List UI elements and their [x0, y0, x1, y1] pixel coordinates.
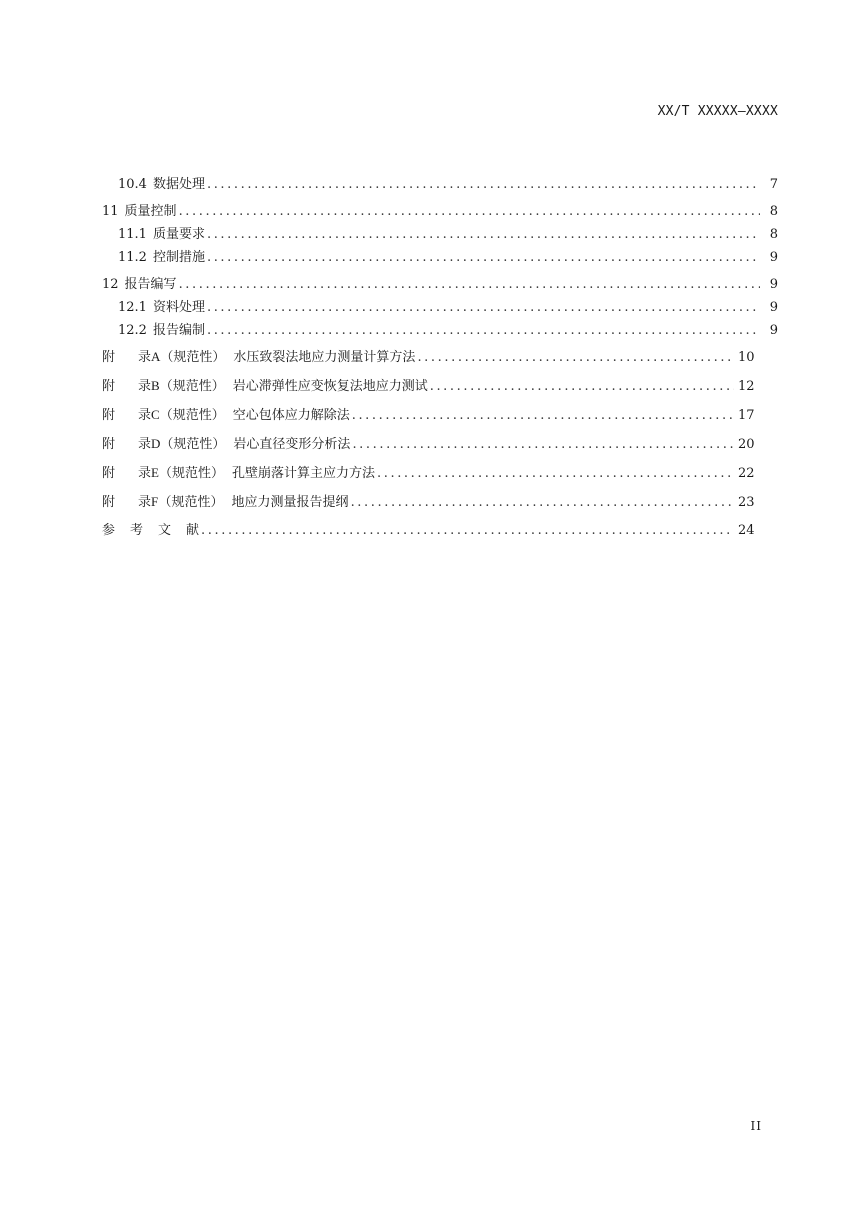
references-page: 24 [738, 523, 755, 538]
toc-entry-11-2[interactable] [102, 247, 778, 270]
dot-leader [179, 274, 760, 296]
appendix-title: 孔壁崩落计算主应力方法 [231, 466, 375, 481]
appendix-page: 17 [738, 408, 755, 423]
toc-appendix-b[interactable] [102, 372, 778, 401]
dot-leader [207, 297, 760, 319]
toc-entry-12[interactable] [102, 274, 778, 297]
toc-entry-number: 11.1 [118, 227, 147, 242]
toc-entry-11-1[interactable] [102, 224, 778, 247]
toc-entry-12-2[interactable] [102, 320, 778, 343]
appendix-title: 水压致裂法地应力测量计算方法 [233, 350, 416, 365]
appendix-label: 附 录 [102, 408, 152, 423]
references-label: 参 考 文 献 [102, 523, 200, 538]
appendix-kind: （规范性） [158, 495, 224, 510]
toc-entry-number: 11.2 [118, 250, 147, 265]
appendix-kind: （规范性） [160, 437, 226, 452]
toc-entry-title: 报告编写 [124, 277, 177, 292]
toc-entry-number: 11 [102, 204, 119, 219]
appendix-kind: （规范性） [159, 408, 225, 423]
page-number: II [750, 1119, 762, 1133]
dot-leader [207, 247, 760, 269]
toc-entry-number: 12.2 [118, 323, 147, 338]
toc-entry-page: 9 [769, 250, 778, 265]
appendix-kind: （规范性） [159, 379, 225, 394]
appendix-letter: B [151, 378, 160, 393]
appendix-letter: E [151, 465, 159, 480]
appendix-label: 附 录 [102, 466, 152, 481]
toc-entry-number: 12 [102, 277, 119, 292]
appendix-letter: D [151, 436, 161, 451]
toc-appendix-d[interactable] [102, 430, 778, 459]
appendix-title: 岩心滞弹性应变恢复法地应力测试 [232, 379, 428, 394]
toc-references[interactable] [102, 517, 778, 546]
toc-entry-title: 资料处理 [152, 300, 205, 315]
appendix-page: 12 [738, 379, 755, 394]
appendix-page: 20 [738, 437, 755, 452]
dot-leader [417, 344, 734, 372]
appendix-label: 附 录 [102, 495, 152, 510]
table-of-contents [102, 174, 778, 546]
appendix-letter: A [151, 349, 161, 364]
dot-leader [377, 460, 734, 488]
dot-leader [352, 402, 734, 430]
appendix-letter: F [151, 494, 159, 509]
toc-entry-12-1[interactable] [102, 297, 778, 320]
toc-appendix-e[interactable] [102, 459, 778, 488]
standard-code: XX/T XXXXX—XXXX [657, 104, 778, 119]
toc-appendix-a[interactable] [102, 343, 778, 372]
appendix-page: 23 [738, 495, 755, 510]
dot-leader [201, 517, 734, 545]
toc-entry-page: 7 [769, 177, 778, 192]
dot-leader [207, 174, 760, 196]
dot-leader [207, 224, 760, 246]
toc-entry-title: 控制措施 [152, 250, 205, 265]
toc-entry-11[interactable] [102, 201, 778, 224]
toc-entry-number: 12.1 [118, 300, 147, 315]
appendix-label: 附 录 [102, 350, 152, 365]
appendix-page: 10 [738, 350, 755, 365]
dot-leader [351, 489, 734, 517]
toc-entry-number: 10.4 [118, 177, 147, 192]
toc-entry-page: 9 [769, 300, 778, 315]
toc-appendix-f[interactable] [102, 488, 778, 517]
appendix-kind: （规范性） [160, 350, 226, 365]
appendix-page: 22 [738, 466, 755, 481]
toc-entry-page: 9 [769, 277, 778, 292]
toc-entry-title: 质量要求 [152, 227, 205, 242]
toc-entry-page: 8 [769, 204, 778, 219]
dot-leader [179, 201, 760, 223]
appendix-label: 附 录 [102, 379, 152, 394]
appendix-title: 空心包体应力解除法 [232, 408, 350, 423]
appendix-title: 岩心直径变形分析法 [233, 437, 351, 452]
dot-leader [207, 320, 760, 342]
appendix-kind: （规范性） [158, 466, 224, 481]
appendix-title: 地应力测量报告提纲 [231, 495, 349, 510]
toc-entry-title: 报告编制 [152, 323, 205, 338]
toc-entry-10-4[interactable] [102, 174, 778, 197]
toc-entry-page: 8 [769, 227, 778, 242]
dot-leader [352, 431, 734, 459]
toc-entry-title: 质量控制 [124, 204, 177, 219]
appendix-label: 附 录 [102, 437, 152, 452]
toc-appendix-c[interactable] [102, 401, 778, 430]
dot-leader [430, 373, 734, 401]
appendix-letter: C [151, 407, 160, 422]
toc-entry-page: 9 [769, 323, 778, 338]
toc-entry-title: 数据处理 [152, 177, 205, 192]
